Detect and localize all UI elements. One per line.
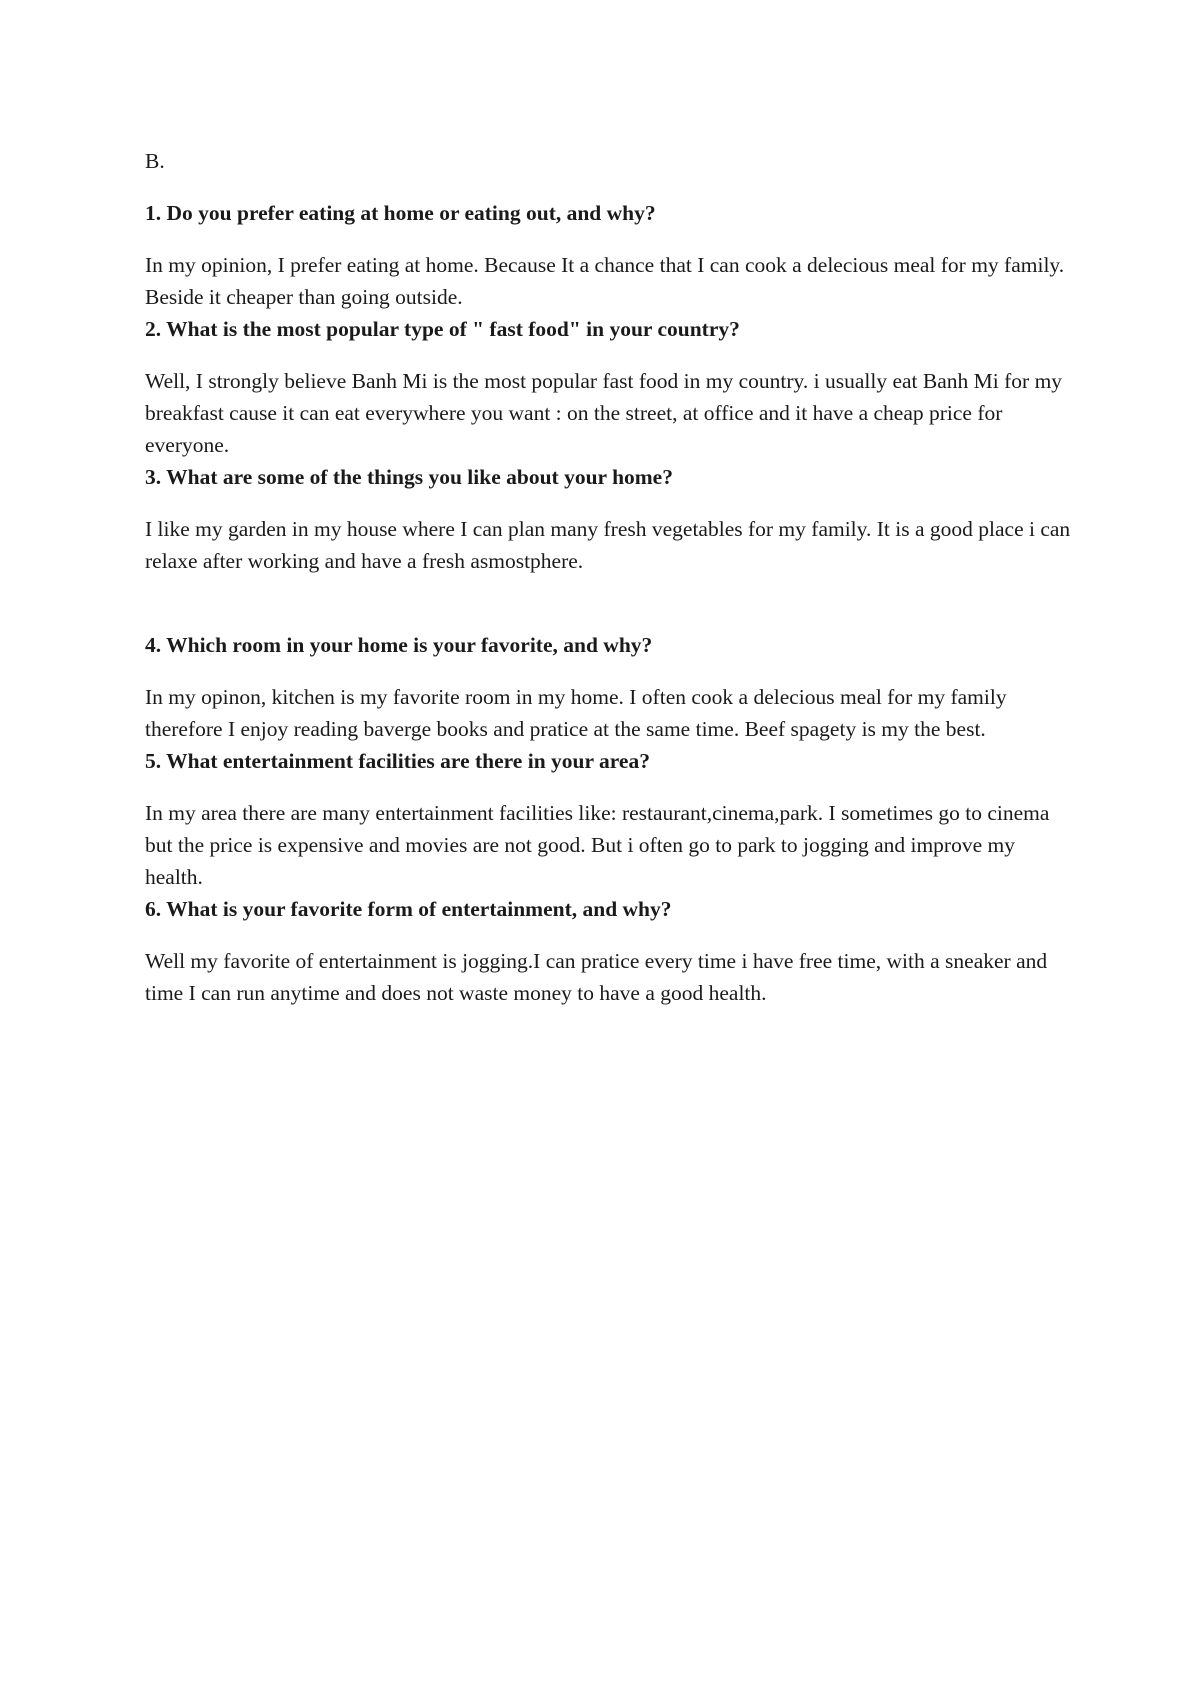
answer-2: Well, I strongly believe Banh Mi is the most popular fast food in my country. i usually eat Banh Mi for my breakfast cause it can eat everywhere you want : on the street, at office and it have a cheap price for everyone. [145, 369, 1063, 457]
section-label: B. [145, 149, 165, 173]
question-2: 2. What is the most popular type of " fast food" in your country? [145, 317, 740, 341]
answer-5: In my area there are many entertainment facilities like: restaurant,cinema,park. I sometimes go to cinema but the price is expensive and movies are not good. But i often go to park to jogging and improve my health. [145, 801, 1050, 889]
answer-3: I like my garden in my house where I can plan many fresh vegetables for my family. It is a good place i can relaxe after working and have a fresh asmostphere. [145, 517, 1071, 573]
question-4: 4. Which room in your home is your favorite, and why? [145, 633, 653, 657]
answer-4: In my opinon, kitchen is my favorite room in my home. I often cook a delecious meal for my family therefore I enjoy reading baverge books and pratice at the same time. Beef spagety is my the best. [145, 685, 1007, 741]
question-1: 1. Do you prefer eating at home or eating out, and why? [145, 201, 656, 225]
question-6: 6. What is your favorite form of entertainment, and why? [145, 897, 672, 921]
document-body [145, 145, 1075, 1009]
question-5: 5. What entertainment facilities are there in your area? [145, 749, 650, 773]
question-3: 3. What are some of the things you like about your home? [145, 465, 673, 489]
answer-6: Well my favorite of entertainment is jogging.I can pratice every time i have free time, with a sneaker and time I can run anytime and does not waste money to have a good health. [145, 949, 1048, 1005]
answer-1: In my opinion, I prefer eating at home. Because It a chance that I can cook a delecious meal for my family. Beside it cheaper than going outside. [145, 253, 1065, 309]
